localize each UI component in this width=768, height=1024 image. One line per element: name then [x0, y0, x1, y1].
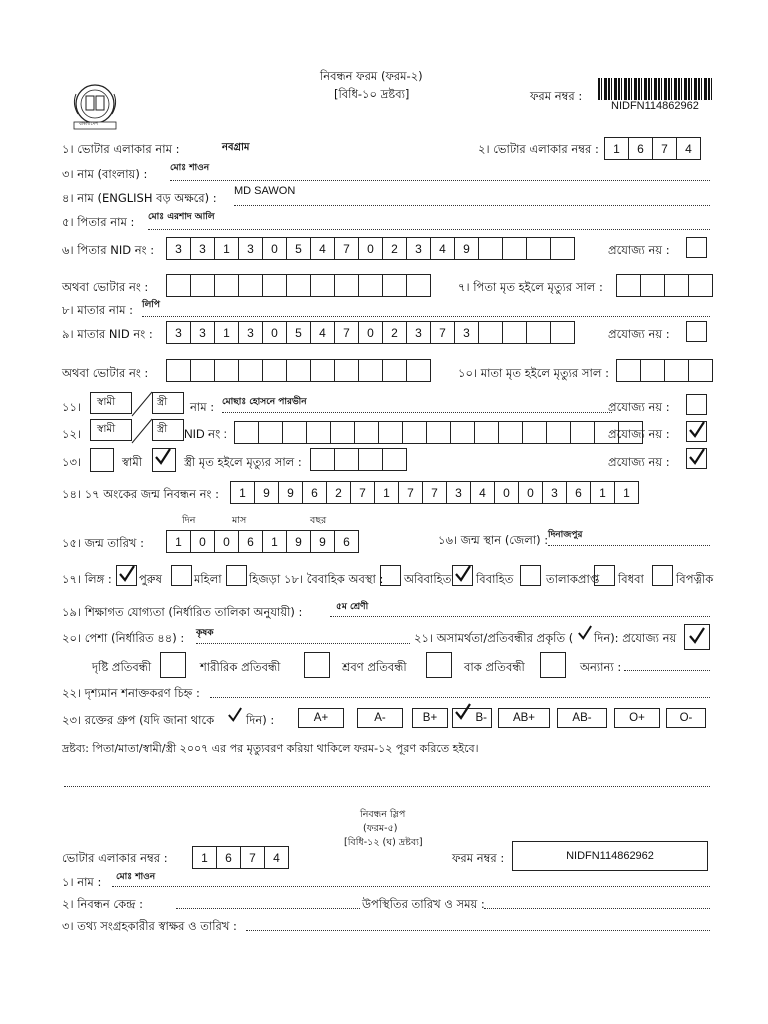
digit-cell[interactable]: 0: [518, 481, 543, 504]
digit-cell[interactable]: 9: [286, 530, 311, 553]
mother-nid-na-checkbox[interactable]: [686, 321, 707, 342]
digit-cell[interactable]: 5: [286, 237, 311, 260]
check-icon: [228, 707, 242, 723]
gender-hijra-label: হিজড়া: [249, 572, 281, 586]
digit-cell[interactable]: 7: [652, 137, 677, 160]
digit-cell[interactable]: [570, 421, 595, 444]
digit-cell[interactable]: 6: [302, 481, 327, 504]
digit-cell[interactable]: 9: [254, 481, 279, 504]
digit-cell[interactable]: [450, 421, 475, 444]
blood-group-bneg[interactable]: [452, 708, 492, 728]
digit-cell[interactable]: [310, 274, 335, 297]
spouse-name-na-checkbox[interactable]: [686, 394, 707, 415]
father-name[interactable]: মোঃ এরশাদ আলি: [148, 212, 215, 222]
digit-cell[interactable]: 6: [216, 846, 241, 869]
note: দ্রষ্টব্য: পিতা/মাতা/স্বামী/স্ত্রী ২০০৭ এর পর মৃত্যুবরণ করিয়া থাকিলে ফরম-১২ পূরণ করিতে হইবে।: [62, 742, 479, 755]
digit-cell[interactable]: 9: [278, 481, 303, 504]
blood-group-opos[interactable]: [614, 708, 660, 728]
f22-label: ২২। দৃশ্যমান শনাক্তকরণ চিহ্ন :: [62, 686, 200, 700]
slip-rule: [বিধি-১২ (ঘ) দ্রষ্টব্য]: [344, 837, 423, 848]
digit-cell[interactable]: 1: [262, 530, 287, 553]
f12-husband-label: স্বামী: [97, 423, 116, 435]
digit-cell[interactable]: 1: [374, 481, 399, 504]
digit-cell[interactable]: [550, 237, 575, 260]
blood-group-label: O+: [629, 712, 645, 724]
digit-cell[interactable]: 9: [310, 530, 335, 553]
digit-cell[interactable]: [426, 421, 451, 444]
f13-husband-checkbox[interactable]: [90, 448, 114, 472]
blood-group-bpos[interactable]: [412, 708, 448, 728]
digit-cell[interactable]: [238, 359, 263, 382]
blood-group-apos[interactable]: [298, 708, 344, 728]
marital-widow-label: বিধবা: [618, 572, 644, 586]
father-voter-no[interactable]: [166, 274, 430, 297]
digit-cell[interactable]: 0: [190, 530, 215, 553]
digit-cell[interactable]: 7: [350, 481, 375, 504]
digit-cell[interactable]: 5: [286, 321, 311, 344]
mother-death-year[interactable]: [616, 359, 712, 382]
slip-form-no: NIDFN114862962: [566, 850, 654, 862]
slip-name: মোঃ শাওন: [116, 872, 156, 882]
marital-married-checkbox[interactable]: [452, 565, 473, 586]
marital-divorced-checkbox[interactable]: [520, 565, 541, 586]
name-bangla[interactable]: মোঃ শাওন: [170, 163, 210, 173]
f6b-label: অথবা ভোটার নং :: [62, 280, 149, 294]
disability-hearing-checkbox[interactable]: [426, 652, 452, 678]
digit-cell[interactable]: [334, 359, 359, 382]
blood-group-label: B+: [422, 712, 438, 724]
spouse-nid[interactable]: [234, 421, 642, 444]
logo: [64, 82, 126, 132]
blood-group-label: A+: [313, 712, 329, 724]
digit-cell[interactable]: [478, 321, 503, 344]
name-english[interactable]: MD SAWON: [234, 185, 296, 197]
f11-wife-box[interactable]: [152, 392, 184, 414]
slip-form: (ফরম-৫): [363, 823, 398, 834]
f5-label: ৫। পিতার নাম :: [62, 215, 135, 229]
f16-label: ১৬। জন্ম স্থান (জেলা) :: [438, 533, 549, 547]
digit-cell[interactable]: 4: [310, 237, 335, 260]
spouse-name[interactable]: মোছাঃ হোসনে পারভীন: [222, 397, 307, 407]
form-no-label: ফরম নম্বর :: [530, 89, 583, 103]
disability-speech-checkbox[interactable]: [540, 652, 566, 678]
slip-area-number[interactable]: [192, 846, 288, 869]
digit-cell[interactable]: 3: [446, 481, 471, 504]
digit-cell[interactable]: 4: [430, 237, 455, 260]
digit-cell[interactable]: [166, 359, 191, 382]
slip-form-no-label: ফরম নম্বর :: [452, 851, 505, 865]
f12-nid-label: NID নং :: [184, 427, 227, 441]
spouse-death-na-checkbox[interactable]: [686, 448, 707, 469]
digit-cell[interactable]: 2: [326, 481, 351, 504]
f4-label: ৪। নাম (ENGLISH বড় অক্ষরে) :: [62, 191, 217, 205]
digit-cell[interactable]: [166, 274, 191, 297]
digit-cell[interactable]: [382, 274, 407, 297]
father-nid[interactable]: [166, 237, 574, 260]
digit-cell[interactable]: 7: [422, 481, 447, 504]
digit-cell[interactable]: 3: [238, 237, 263, 260]
f8-label: ৮। মাতার নাম :: [62, 303, 134, 317]
digit-cell[interactable]: [474, 421, 499, 444]
f6-na-label: প্রযোজ্য নয় :: [608, 243, 670, 257]
f15-label: ১৫। জন্ম তারিখ :: [62, 536, 145, 550]
birth-date[interactable]: [166, 530, 358, 553]
marital-widower-checkbox[interactable]: [652, 565, 673, 586]
digit-cell[interactable]: 1: [214, 237, 239, 260]
f18-label: ১৮। বৈবাহিক অবস্থা :: [284, 572, 384, 586]
digit-cell[interactable]: [526, 237, 551, 260]
gender-male-checkbox[interactable]: [116, 565, 137, 586]
slip-sign-label: ৩। তথ্য সংগ্রহকারীর স্বাক্ষর ও তারিখ :: [62, 919, 237, 933]
f17-label: ১৭। লিঙ্গ :: [62, 572, 112, 586]
slip-area-label: ভোটার এলাকার নম্বর :: [62, 851, 168, 865]
digit-cell[interactable]: 1: [230, 481, 255, 504]
birth-place[interactable]: দিনাজপুর: [548, 530, 583, 540]
f13-label: স্ত্রী মৃত হইলে মৃত্যুর সাল :: [184, 455, 302, 469]
form-title: নিবন্ধন ফরম (ফরম-২): [320, 69, 423, 83]
marital-unmarried-checkbox[interactable]: [380, 565, 401, 586]
slip-date-label: উপস্থিতির তারিখ ও সময় :: [362, 897, 485, 911]
digit-cell[interactable]: 4: [264, 846, 289, 869]
digit-cell[interactable]: [526, 321, 551, 344]
digit-cell[interactable]: 7: [398, 481, 423, 504]
digit-cell[interactable]: 3: [542, 481, 567, 504]
digit-cell[interactable]: [190, 359, 215, 382]
digit-cell[interactable]: [498, 421, 523, 444]
barcode: [598, 78, 714, 100]
f11-husband-label: স্বামী: [97, 396, 116, 408]
spouse-death-year[interactable]: [310, 448, 406, 471]
digit-cell[interactable]: [214, 359, 239, 382]
voter-area-number[interactable]: [604, 137, 700, 160]
f10-label: ১০। মাতা মৃত হইলে মৃত্যুর সাল :: [458, 366, 609, 380]
f3-label: ৩। নাম (বাংলায়) :: [62, 167, 148, 181]
f2-label: ২। ভোটার এলাকার নম্বর :: [478, 142, 599, 156]
f13-wife-checkbox[interactable]: [152, 448, 176, 472]
digit-cell[interactable]: [190, 274, 215, 297]
f23-label-tail: দিন) :: [246, 713, 275, 727]
marital-widower-label: বিপত্নীক: [676, 572, 714, 586]
slip-center-label: ২। নিবন্ধন কেন্দ্র :: [62, 897, 143, 911]
digit-cell[interactable]: [382, 359, 407, 382]
f11-name-label: নাম :: [190, 400, 215, 414]
digit-cell[interactable]: [546, 421, 571, 444]
digit-cell[interactable]: [262, 359, 287, 382]
f12-wife-label: স্ত্রী: [157, 423, 168, 435]
slash-divider: [130, 390, 154, 418]
digit-cell[interactable]: [402, 421, 427, 444]
digit-cell[interactable]: 0: [358, 237, 383, 260]
f9-na-label: প্রযোজ্য নয় :: [608, 327, 670, 341]
year-label: বছর: [310, 515, 327, 526]
digit-cell[interactable]: 1: [192, 846, 217, 869]
digit-cell[interactable]: 4: [310, 321, 335, 344]
gender-male-label: পুরুষ: [139, 572, 162, 586]
blood-group-abneg[interactable]: [557, 708, 607, 728]
digit-cell[interactable]: 2: [382, 321, 407, 344]
check-icon: [578, 625, 592, 641]
digit-cell[interactable]: [330, 421, 355, 444]
digit-cell[interactable]: [406, 274, 431, 297]
f14-label: ১৪। ১৭ অংকের জন্ম নিবন্ধন নং :: [62, 487, 220, 501]
education[interactable]: ৫ম শ্রেণী: [336, 602, 369, 612]
slip-title: নিবন্ধন স্লিপ: [360, 809, 406, 820]
gender-female-label: মহিলা: [194, 572, 222, 586]
f11-num: ১১।: [62, 400, 82, 414]
mother-nid[interactable]: [166, 321, 574, 344]
mother-name[interactable]: লিপি: [142, 300, 160, 310]
digit-cell[interactable]: [286, 359, 311, 382]
form-no-value: NIDFN114862962: [611, 100, 699, 112]
digit-cell[interactable]: 0: [358, 321, 383, 344]
f13-husband-label: স্বামী: [122, 455, 143, 469]
check-icon: [155, 448, 171, 466]
digit-cell[interactable]: 0: [262, 321, 287, 344]
digit-cell[interactable]: 3: [454, 321, 479, 344]
father-death-year[interactable]: [616, 274, 712, 297]
disability-hearing-label: শ্রবণ প্রতিবন্ধী: [342, 660, 407, 674]
check-icon: [455, 703, 471, 721]
digit-cell[interactable]: [286, 274, 311, 297]
digit-cell[interactable]: 0: [262, 237, 287, 260]
f11-wife-label: স্ত্রী: [157, 396, 168, 408]
blood-group-label: O-: [679, 712, 693, 724]
marital-unmarried-label: অবিবাহিত: [404, 572, 452, 586]
digit-cell[interactable]: 4: [676, 137, 701, 160]
f19-label: ১৯। শিক্ষাগত যোগ্যতা (নির্ধারিত তালিকা অনুযায়ী) :: [62, 605, 303, 619]
voter-area-name[interactable]: নবগ্রাম: [222, 142, 250, 153]
digit-cell[interactable]: 7: [334, 237, 359, 260]
marital-widow-checkbox[interactable]: [594, 565, 615, 586]
f21-label: ২১। অসামর্থতা/প্রতিবন্ধীর প্রকৃতি (: [414, 631, 574, 645]
disability-other-label: অন্যান্য :: [580, 660, 622, 674]
occupation[interactable]: কৃষক: [196, 628, 214, 638]
digit-cell[interactable]: 2: [382, 237, 407, 260]
f13-num: ১৩।: [62, 455, 82, 469]
marital-divorced-label: তালাকপ্রাপ্ত: [546, 572, 600, 586]
digit-cell[interactable]: [358, 274, 383, 297]
check-icon: [455, 565, 471, 583]
logo-text: বাংলাদেশ: [79, 121, 99, 127]
blood-group-label: AB+: [512, 712, 536, 724]
digit-cell[interactable]: 7: [334, 321, 359, 344]
digit-cell[interactable]: 7: [240, 846, 265, 869]
digit-cell[interactable]: 6: [334, 530, 359, 553]
marital-married-label: বিবাহিত: [476, 572, 514, 586]
digit-cell[interactable]: 3: [238, 321, 263, 344]
digit-cell[interactable]: 4: [470, 481, 495, 504]
blood-group-oneg[interactable]: [666, 708, 706, 728]
digit-cell[interactable]: 0: [494, 481, 519, 504]
digit-cell[interactable]: [354, 421, 379, 444]
digit-cell[interactable]: 1: [214, 321, 239, 344]
digit-cell[interactable]: [522, 421, 547, 444]
check-icon: [689, 448, 705, 466]
f21-label-tail: দিন): প্রযোজ্য নয়: [594, 631, 677, 645]
digit-cell[interactable]: 1: [604, 137, 629, 160]
f12-husband-box[interactable]: [90, 419, 132, 441]
digit-cell[interactable]: 1: [166, 530, 191, 553]
digit-cell[interactable]: 6: [238, 530, 263, 553]
slip-form-no-box: [512, 841, 708, 871]
blood-group-aneg[interactable]: [357, 708, 403, 728]
blood-group-abpos[interactable]: [498, 708, 550, 728]
disability-speech-label: বাক প্রতিবন্ধী: [464, 660, 525, 674]
f20-label: ২০। পেশা (নির্ধারিত ৪৪) :: [62, 631, 185, 645]
gender-hijra-checkbox[interactable]: [226, 565, 247, 586]
f12-wife-box[interactable]: [152, 419, 184, 441]
digit-cell[interactable]: [238, 274, 263, 297]
digit-cell[interactable]: [310, 359, 335, 382]
digit-cell[interactable]: [502, 237, 527, 260]
digit-cell[interactable]: [358, 359, 383, 382]
f11-husband-box[interactable]: [90, 392, 132, 414]
digit-cell[interactable]: [378, 421, 403, 444]
digit-cell[interactable]: [306, 421, 331, 444]
spouse-nid-na-checkbox[interactable]: [686, 421, 707, 442]
month-label: মাস: [232, 515, 247, 526]
f1-label: ১। ভোটার এলাকার নাম :: [62, 142, 180, 156]
digit-cell[interactable]: [478, 237, 503, 260]
disability-na-checkbox[interactable]: [684, 624, 710, 650]
digit-cell[interactable]: 6: [566, 481, 591, 504]
day-label: দিন: [182, 515, 196, 526]
f12-num: ১২।: [62, 427, 82, 441]
slip-name-label: ১। নাম :: [62, 875, 102, 889]
digit-cell[interactable]: 3: [166, 237, 191, 260]
digit-cell[interactable]: [406, 359, 431, 382]
gender-female-checkbox[interactable]: [171, 565, 192, 586]
f9-label: ৯। মাতার NID নং :: [62, 327, 153, 341]
digit-cell[interactable]: [334, 274, 359, 297]
disability-physical-checkbox[interactable]: [304, 652, 330, 678]
digit-cell[interactable]: 3: [190, 237, 215, 260]
digit-cell[interactable]: 0: [214, 530, 239, 553]
digit-cell[interactable]: [550, 321, 575, 344]
disability-visual-label: দৃষ্টি প্রতিবন্ধী: [92, 660, 152, 674]
rule-ref: [বিধি-১০ দ্রষ্টব্য]: [334, 87, 410, 101]
f13-na-label: প্রযোজ্য নয় :: [608, 455, 670, 469]
digit-cell[interactable]: 3: [406, 321, 431, 344]
check-icon: [689, 421, 705, 439]
check-icon: [689, 627, 705, 645]
disability-physical-label: শারীরিক প্রতিবন্ধী: [200, 660, 281, 674]
disability-visual-checkbox[interactable]: [160, 652, 186, 678]
mother-voter-no[interactable]: [166, 359, 430, 382]
f6-label: ৬। পিতার NID নং :: [62, 243, 155, 257]
digit-cell[interactable]: [502, 321, 527, 344]
digit-cell[interactable]: 3: [406, 237, 431, 260]
digit-cell[interactable]: 3: [190, 321, 215, 344]
digit-cell[interactable]: [262, 274, 287, 297]
f23-label: ২৩। রক্তের গ্রুপ (যদি জানা থাকে: [62, 713, 215, 727]
digit-cell[interactable]: 6: [628, 137, 653, 160]
digit-cell[interactable]: [258, 421, 283, 444]
blood-group-label: B-: [475, 712, 487, 724]
blood-group-label: A-: [374, 712, 386, 724]
slash-divider: [130, 417, 154, 445]
check-icon: [119, 565, 135, 583]
digit-cell[interactable]: [282, 421, 307, 444]
birth-reg-no[interactable]: [230, 481, 638, 504]
digit-cell[interactable]: 3: [166, 321, 191, 344]
father-nid-na-checkbox[interactable]: [686, 237, 707, 258]
blood-group-label: AB-: [572, 712, 592, 724]
f12-na-label: প্রযোজ্য নয় :: [608, 427, 670, 441]
digit-cell[interactable]: 1: [590, 481, 615, 504]
digit-cell[interactable]: 1: [614, 481, 639, 504]
f11-na-label: প্রযোজ্য নয় :: [608, 400, 670, 414]
digit-cell[interactable]: 7: [430, 321, 455, 344]
digit-cell[interactable]: 9: [454, 237, 479, 260]
f7-label: ৭। পিতা মৃত হইলে মৃত্যুর সাল :: [458, 280, 603, 294]
f9b-label: অথবা ভোটার নং :: [62, 366, 149, 380]
digit-cell[interactable]: [214, 274, 239, 297]
digit-cell[interactable]: [234, 421, 259, 444]
